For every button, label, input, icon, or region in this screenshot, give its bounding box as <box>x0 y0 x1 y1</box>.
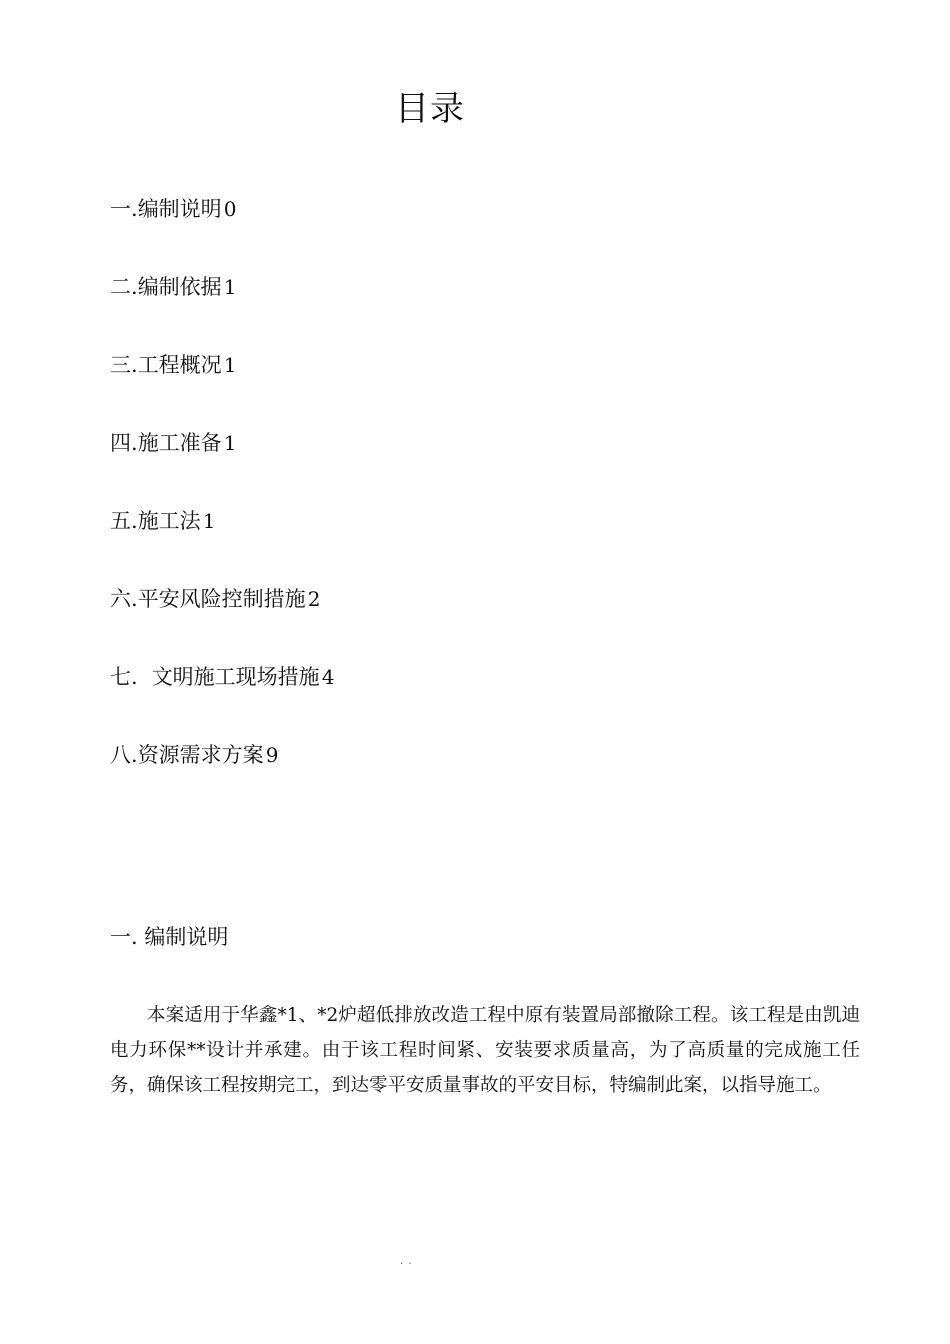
toc-item-number: 一. <box>110 197 138 221</box>
toc-item-number: 四. <box>110 431 138 455</box>
toc-item-8[interactable] <box>110 736 334 814</box>
toc-item-label: 资源需求方案 <box>137 743 264 767</box>
toc-item-label: 平安风险控制措施 <box>137 587 306 611</box>
toc-item-number: 七. <box>110 665 138 689</box>
toc-item-page: 1 <box>202 509 216 533</box>
toc-item-label: 施工准备 <box>137 431 222 455</box>
toc-item-number: 五. <box>110 509 138 533</box>
toc-item-label: 编制依据 <box>137 275 222 299</box>
section-paragraph: 本案适用于华鑫*1、*2炉超低排放改造工程中原有装置局部撤除工程。该工程是由凯迪电力环保**设计并承建。由于该工程时间紧、安装要求质量高，为了高质量的完成施工任务，确保该工程按期完工，到达零平安质量事故的平安目标，特编制此案，以指导施工。 <box>110 1005 860 1096</box>
toc-item-6[interactable] <box>110 580 334 658</box>
toc-item-number: 六. <box>110 587 138 611</box>
toc-item-2[interactable] <box>110 268 334 346</box>
toc-item-number: 三. <box>110 353 138 377</box>
toc-title: 目录 <box>395 89 465 129</box>
toc-item-page: 1 <box>223 431 237 455</box>
toc-item-7[interactable] <box>110 658 334 736</box>
toc-item-1[interactable] <box>110 190 334 268</box>
toc-item-page: 0 <box>223 197 237 221</box>
toc-item-page: 9 <box>265 743 279 767</box>
toc-item-3[interactable] <box>110 346 334 424</box>
toc-item-label: 编制说明 <box>137 197 222 221</box>
toc-item-5[interactable] <box>110 502 334 580</box>
toc-item-4[interactable] <box>110 424 334 502</box>
toc-item-page: 2 <box>307 587 321 611</box>
footer-mark: . . <box>400 1256 413 1267</box>
toc-item-label: 文明施工现场措施 <box>151 665 320 689</box>
toc-item-number: 八. <box>110 743 138 767</box>
toc-item-page: 1 <box>223 275 237 299</box>
toc-item-page: 4 <box>321 665 335 689</box>
toc-item-page: 1 <box>223 353 237 377</box>
table-of-contents <box>110 190 334 814</box>
toc-item-number: 二. <box>110 275 138 299</box>
toc-item-label: 施工法 <box>137 509 201 533</box>
section-heading: 一. 编制说明 <box>110 925 229 949</box>
toc-item-label: 工程概况 <box>137 353 222 377</box>
